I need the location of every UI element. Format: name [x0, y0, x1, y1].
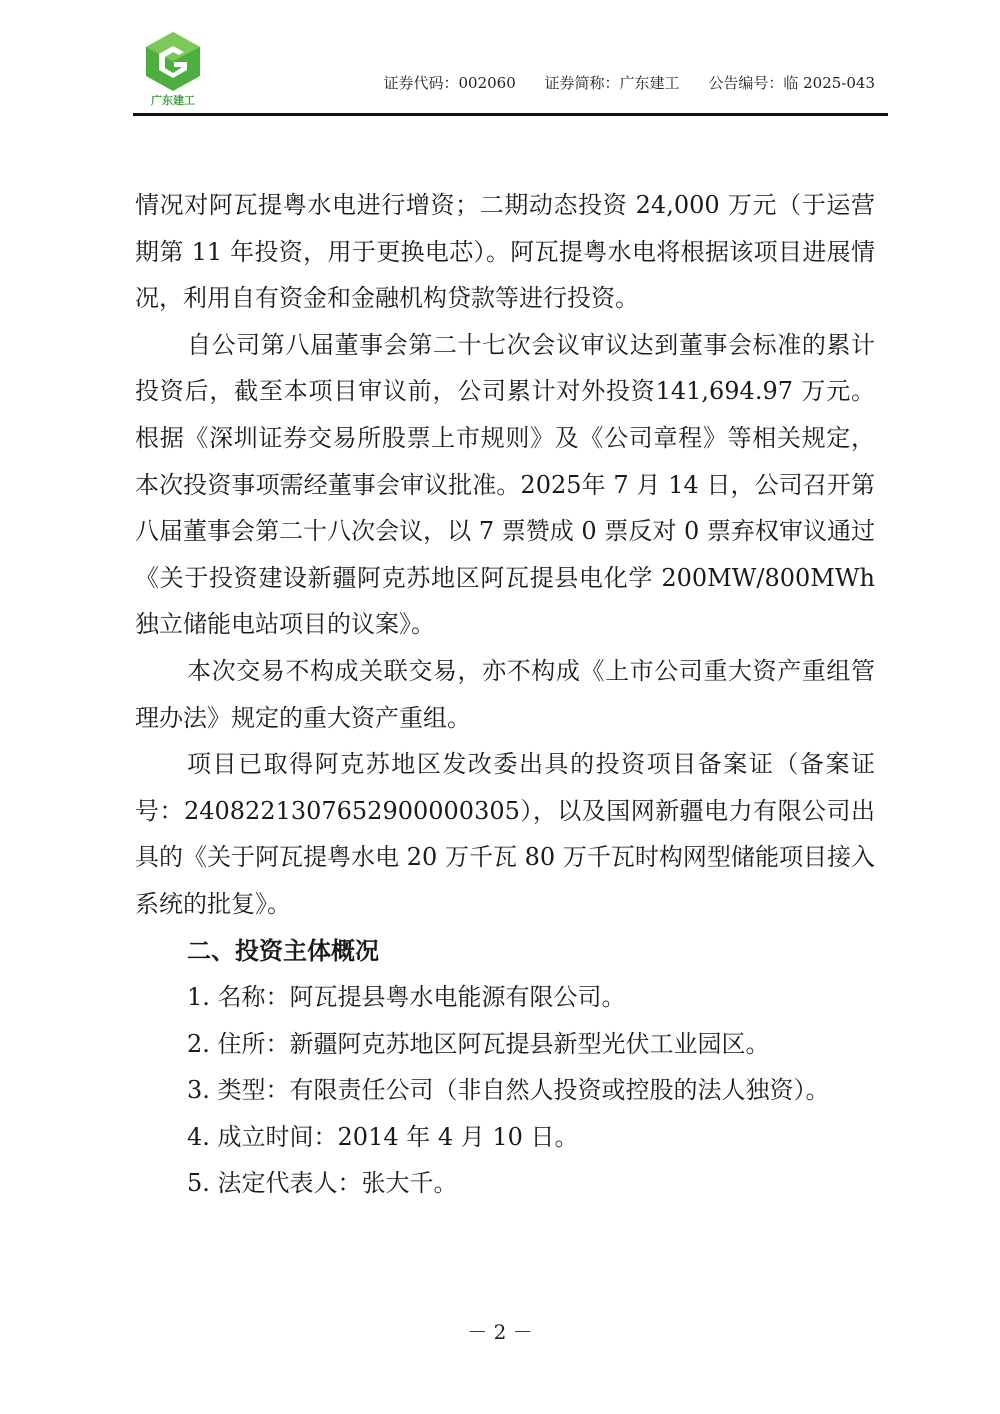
- header-info: [384, 72, 876, 93]
- stock-name: 证券简称：广东建工: [544, 74, 680, 92]
- section-title: 二、投资主体概况: [187, 936, 379, 965]
- logo-g-icon: [140, 30, 206, 92]
- list-item: 2. 住所：新疆阿克苏地区阿瓦提县新型光伏工业园区。: [187, 1029, 770, 1058]
- paragraph-3: 本次交易不构成关联交易，亦不构成《上市公司重大资产重组管理办法》规定的重大资产重组。: [135, 656, 875, 732]
- document-body: [135, 182, 875, 1207]
- stock-code: 证券代码：002060: [383, 74, 516, 92]
- list-item: 4. 成立时间：2014 年 4 月 10 日。: [187, 1122, 579, 1151]
- list-item: 1. 名称：阿瓦提县粤水电能源有限公司。: [187, 983, 626, 1012]
- page-number: － 2 －: [467, 1320, 533, 1344]
- company-logo: [140, 30, 206, 108]
- paragraph-1: 情况对阿瓦提粤水电进行增资；二期动态投资 24,000 万元（于运营期第 11 年投资，用于更换电芯）。阿瓦提粤水电将根据该项目进展情况，利用自有资金和金融机构贷款等进行投资。: [135, 191, 875, 313]
- list-item: 3. 类型：有限责任公司（非自然人投资或控股的法人独资）。: [187, 1076, 830, 1105]
- header-rule: [133, 113, 888, 116]
- paragraph-4: 项目已取得阿克苏地区发改委出具的投资项目备案证（备案证号：2408221307652900000305），以及国网新疆电力有限公司出具的《关于阿瓦提粤水电 20 万千瓦 80 万千瓦时构网型储能项目接入系统的批复》。: [135, 750, 875, 918]
- paragraph-2: 自公司第八届董事会第二十七次会议审议达到董事会标准的累计投资后，截至本项目审议前，公司累计对外投资141,694.97 万元。根据《深圳证券交易所股票上市规则》及《公司章程》等相关规定，本次投资事项需经董事会审议批准。2025年 7 月 14 日，公司召开第八届董事会第二十八次会议，以 7 票赞成 0 票反对 0 票弃权审议通过《关于投资建设新疆阿克苏地区阿瓦提县电化学 200MW/800MWh 独立储能电站项目的议案》。: [135, 330, 875, 639]
- list-item: 5. 法定代表人：张大千。: [187, 1169, 458, 1198]
- logo-text: 广东建工: [151, 94, 195, 107]
- notice-number: 公告编号：临 2025-043: [708, 74, 875, 92]
